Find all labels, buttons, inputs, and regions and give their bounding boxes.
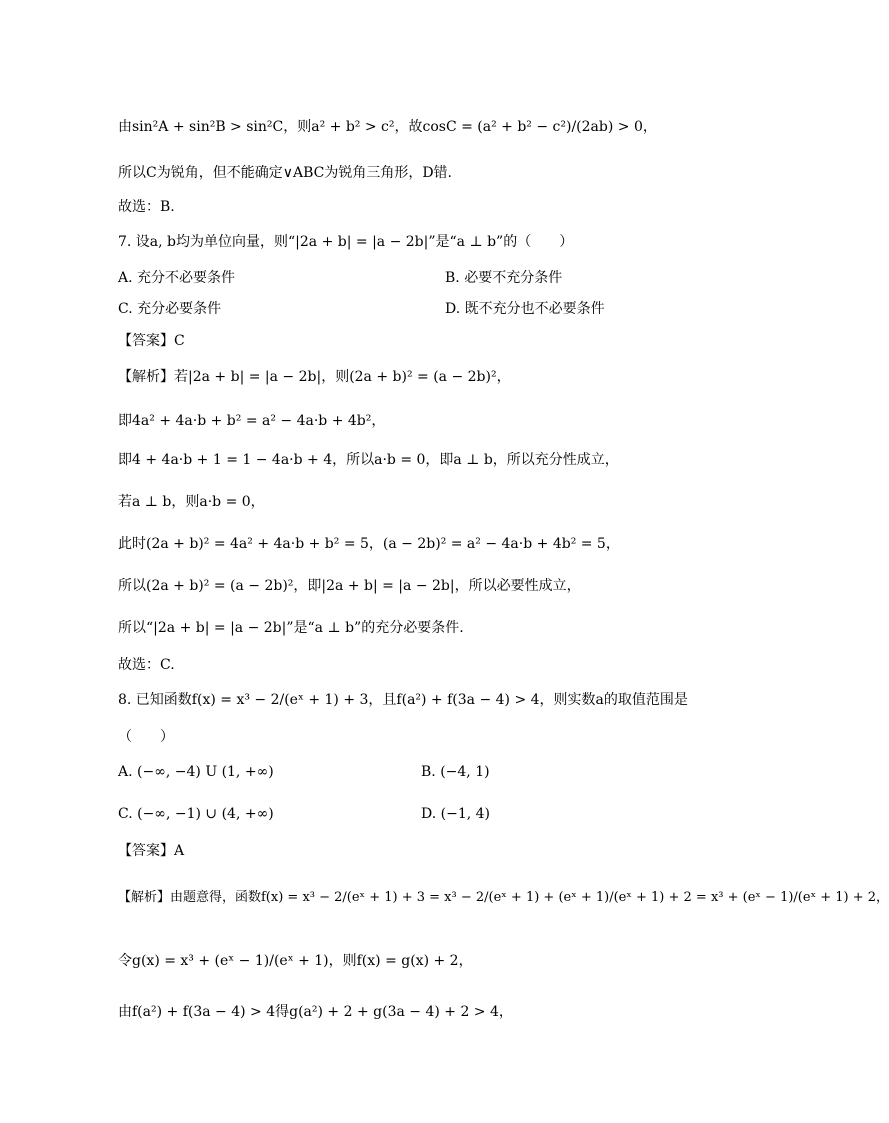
q8-option-c: C. (−∞, −1) ∪ (4, +∞) bbox=[118, 806, 274, 822]
explanation-line: 【解析】若|2a + b| = |a − 2b|，则(2a + b)² = (a − 2b)²， bbox=[118, 369, 511, 385]
explanation-line: 若a ⊥ b，则a·b = 0， bbox=[118, 494, 265, 510]
explanation-line: 所以(2a + b)² = (a − 2b)²，即|2a + b| = |a − 2b|，所以必要性成立， bbox=[118, 578, 581, 594]
q7-option-d: D. 既不充分也不必要条件 bbox=[445, 301, 605, 317]
q8-option-a: A. (−∞, −4) U (1, +∞) bbox=[118, 764, 274, 780]
q7-option-b: B. 必要不充分条件 bbox=[445, 270, 563, 286]
answer-7: 【答案】C bbox=[118, 333, 185, 349]
solution-line: 由f(a²) + f(3a − 4) > 4得g(a²) + 2 + g(3a − 4) + 2 > 4， bbox=[118, 1004, 513, 1020]
q7-option-c: C. 充分必要条件 bbox=[118, 301, 222, 317]
q8-option-b: B. (−4, 1) bbox=[421, 764, 490, 780]
solution-line: 【解析】由题意得，函数f(x) = x³ − 2/(eˣ + 1) + 3 = x³ − 2/(eˣ + 1) + (eˣ + 1)/(eˣ + 1) + 2 = x³ + (eˣ − 1)/(eˣ + 1) + 2， bbox=[118, 890, 889, 905]
q8-option-d: D. (−1, 4) bbox=[421, 806, 490, 822]
explanation-line: 所以“|2a + b| = |a − 2b|”是“a ⊥ b”的充分必要条件. bbox=[118, 620, 464, 636]
q7-option-a: A. 充分不必要条件 bbox=[118, 270, 236, 286]
solution-line: 所以C为锐角，但不能确定∨ABC为锐角三角形，D错. bbox=[118, 165, 453, 181]
explanation-line: 即4a² + 4a·b + b² = a² − 4a·b + 4b²， bbox=[118, 413, 386, 429]
explanation-line: 即4 + 4a·b + 1 = 1 − 4a·b + 4，所以a·b = 0，即a ⊥ b，所以充分性成立， bbox=[118, 452, 619, 468]
question-7: 7. 设a, b均为单位向量，则“|2a + b| = |a − 2b|”是“a ⊥ b”的（ ） bbox=[118, 234, 574, 250]
explanation-line: 此时(2a + b)² = 4a² + 4a·b + b² = 5，(a − 2b)² = a² − 4a·b + 4b² = 5， bbox=[118, 536, 620, 552]
solution-line: 令g(x) = x³ + (eˣ − 1)/(eˣ + 1)，则f(x) = g(x) + 2， bbox=[118, 953, 473, 969]
question-8-paren: （ ） bbox=[118, 729, 174, 745]
solution-line: 故选：B. bbox=[118, 199, 175, 215]
solution-line: 由sin²A + sin²B > sin²C，则a² + b² > c²，故cosC = (a² + b² − c²)/(2ab) > 0， bbox=[118, 119, 657, 135]
explanation-line: 故选：C. bbox=[118, 657, 175, 673]
question-8: 8. 已知函数f(x) = x³ − 2/(eˣ + 1) + 3，且f(a²) + f(3a − 4) > 4，则实数a的取值范围是 bbox=[118, 692, 688, 708]
answer-8: 【答案】A bbox=[118, 843, 185, 859]
